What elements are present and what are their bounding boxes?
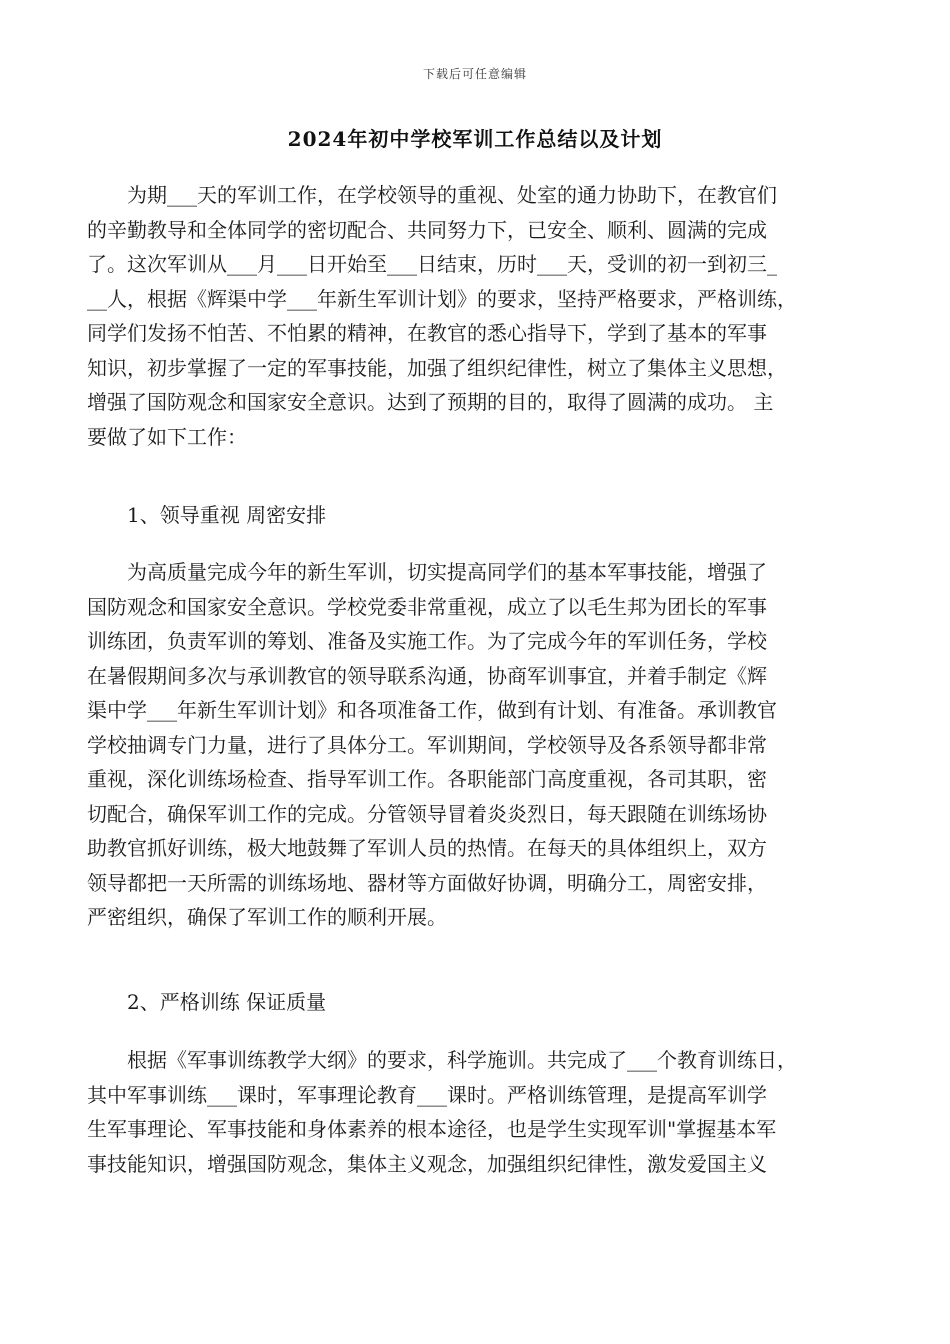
paragraph-line: __人，根据《辉渠中学___年新生军训计划》的要求，坚持严格要求，严格训练， [87, 286, 797, 311]
paragraph-line: 为期___天的军训工作，在学校领导的重视、处室的通力协助下，在教官们 [87, 183, 777, 207]
paragraph-leadership [87, 555, 877, 935]
paragraph-line: 增强了国防观念和国家安全意识。达到了预期的目的，取得了圆满的成功。 主 [87, 390, 774, 414]
paragraph-line: 同学们发扬不怕苦、不怕累的精神，在教官的悉心指导下，学到了基本的军事 [87, 321, 767, 345]
paragraph-line: 的辛勤教导和全体同学的密切配合、共同努力下，已安全、顺利、圆满的完成 [87, 217, 767, 242]
paragraph-line: 根据《军事训练教学大纲》的要求，科学施训。共完成了___个教育训练日， [87, 1048, 797, 1072]
paragraph-line: 领导都把一天所需的训练场地、器材等方面做好协调，明确分工，周密安排， [87, 870, 767, 895]
paragraph-line: 严密组织，确保了军训工作的顺利开展。 [87, 905, 447, 929]
paragraph-line: 助教官抓好训练，极大地鼓舞了军训人员的热情。在每天的具体组织上，双方 [87, 836, 767, 860]
paragraph-line: 了。这次军训从___月___日开始至___日结束，历时___天，受训的初一到初三_ [87, 252, 777, 276]
paragraph-line: 要做了如下工作： [87, 424, 247, 449]
paragraph-line: 生军事理论、军事技能和身体素养的根本途径，也是学生实现军训"掌握基本军 [87, 1117, 777, 1141]
paragraph-line: 渠中学___年新生军训计划》和各项准备工作，做到有计划、有准备。承训教官 [87, 698, 777, 722]
paragraph-line: 训练团，负责军训的筹划、准备及实施工作。为了完成今年的军训任务，学校 [87, 629, 767, 653]
paragraph-line: 事技能知识，增强国防观念，集体主义观念，加强组织纪律性，激发爱国主义 [87, 1151, 767, 1176]
paragraph-line: 为高质量完成今年的新生军训，切实提高同学们的基本军事技能，增强了 [87, 560, 767, 584]
paragraph-line: 在暑假期间多次与承训教官的领导联系沟通，协商军训事宜，并着手制定《辉 [87, 663, 767, 688]
section-heading-2 [87, 985, 877, 1020]
paragraph-intro [87, 178, 877, 454]
paragraph-line: 其中军事训练___课时，军事理论教育___课时。严格训练管理，是提高军训学 [87, 1082, 767, 1107]
section-heading-text: 2、严格训练 保证质量 [87, 990, 327, 1014]
paragraph-line: 切配合，确保军训工作的完成。分管领导冒着炎炎烈日，每天跟随在训练场协 [87, 801, 767, 826]
paragraph-line: 知识，初步掌握了一定的军事技能，加强了组织纪律性，树立了集体主义思想， [87, 355, 787, 380]
section-heading-text: 1、领导重视 周密安排 [87, 503, 327, 527]
paragraph-line: 学校抽调专门力量，进行了具体分工。军训期间，学校领导及各系领导都非常 [87, 732, 767, 757]
document-title: 2024年初中学校军训工作总结以及计划 [287, 127, 663, 151]
header-note: 下载后可任意编辑 [422, 67, 527, 81]
paragraph-line: 国防观念和国家安全意识。学校党委非常重视，成立了以毛生邦为团长的军事 [87, 594, 767, 619]
paragraph-line: 重视，深化训练场检查、指导军训工作。各职能部门高度重视，各司其职，密 [87, 767, 767, 791]
section-heading-1 [87, 498, 877, 533]
paragraph-training [87, 1043, 877, 1181]
